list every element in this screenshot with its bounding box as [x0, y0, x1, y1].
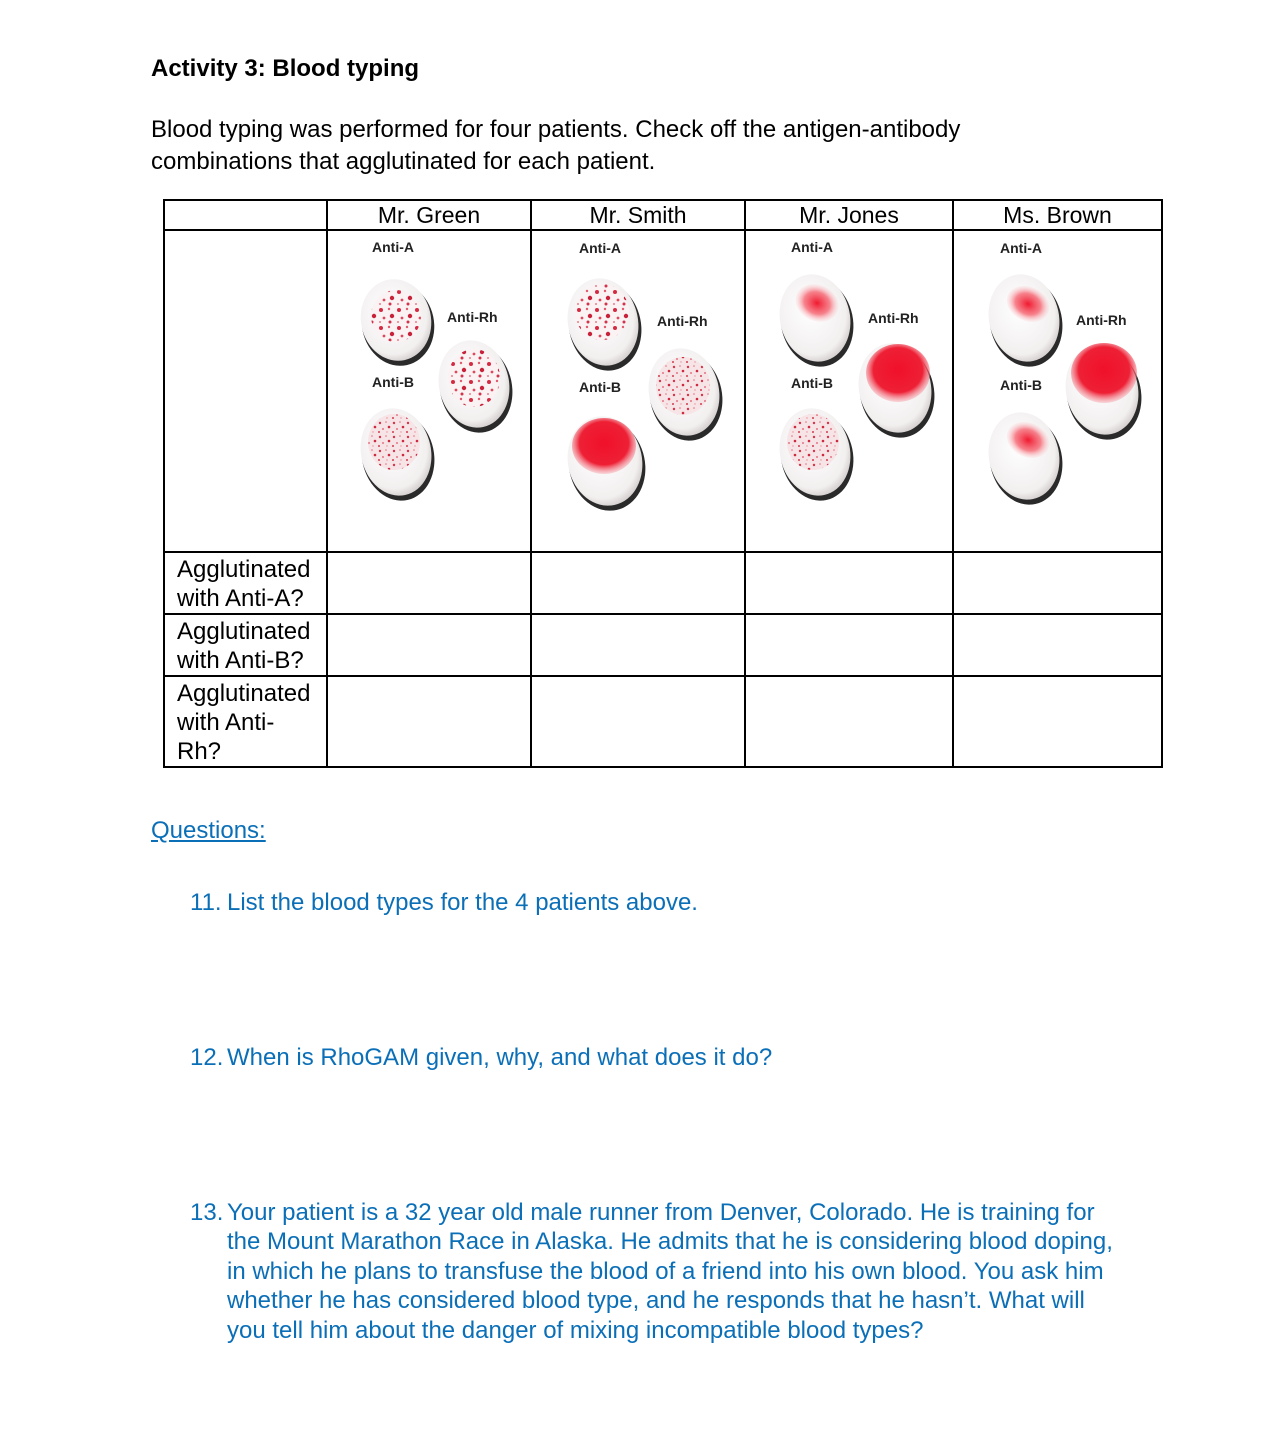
- jones-anti-a-plate: [772, 268, 862, 374]
- green-anti-rh-plate: [431, 334, 521, 440]
- intro-line-1: Blood typing was performed for four patients. Check off the antigen-antibody: [151, 116, 961, 143]
- header-mr-smith: Mr. Smith: [531, 200, 745, 230]
- row-label-anti-a-line1: Agglutinated: [177, 556, 311, 583]
- brown-anti-rh-plate: [1057, 338, 1149, 446]
- brown-anti-a-plate: [981, 268, 1071, 374]
- header-mr-jones: Mr. Jones: [745, 200, 953, 230]
- smith-anti-rh-plate: [641, 342, 731, 448]
- jones-anti-rh-label: Anti-Rh: [868, 310, 919, 326]
- row-label-anti-b-line2: with Anti-B?: [177, 647, 304, 674]
- brown-anti-b-plate: [981, 406, 1071, 512]
- intro-line-2: combinations that agglutinated for each patient.: [151, 148, 656, 175]
- green-anti-b-label: Anti-B: [372, 374, 414, 390]
- green-anti-a-plate: [353, 273, 442, 373]
- smith-anti-b-plate: [559, 409, 653, 518]
- question-11-text: List the blood types for the 4 patients above.: [227, 889, 698, 916]
- jones-anti-a-label: Anti-A: [791, 239, 833, 255]
- row-label-anti-a-line2: with Anti-A?: [177, 585, 304, 612]
- header-ms-brown: Ms. Brown: [953, 200, 1162, 230]
- smith-anti-a-plate: [560, 272, 650, 378]
- brown-anti-rh-label: Anti-Rh: [1076, 312, 1127, 328]
- row-label-anti-b-line1: Agglutinated: [177, 618, 311, 645]
- mr-green-plates: [353, 273, 521, 508]
- row-label-anti-rh-line3: Rh?: [177, 738, 222, 765]
- question-13-number: 13.: [190, 1199, 224, 1226]
- smith-anti-b-label: Anti-B: [579, 379, 621, 395]
- questions-heading-link[interactable]: Questions:: [151, 817, 266, 844]
- green-anti-a-label: Anti-A: [372, 239, 414, 255]
- question-13-text: Your patient is a 32 year old male runner from Denver, Colorado. He is training for the Mount Marathon Race in Alaska. He admits that he is considering blood doping, in which he plans to transfuse the blood of a friend into his own blood. You ask him whether he has considered blood type, and he responds that he hasn’t. What will you tell him about the danger of mixing incompatible blood types?: [227, 1199, 1113, 1344]
- question-12-number: 12.: [190, 1044, 224, 1071]
- header-mr-green: Mr. Green: [327, 200, 531, 230]
- jones-anti-b-plate: [772, 402, 862, 508]
- jones-anti-rh-plate: [850, 336, 942, 444]
- brown-anti-b-label: Anti-B: [1000, 377, 1042, 393]
- question-11-number: 11.: [190, 889, 222, 916]
- smith-anti-rh-label: Anti-Rh: [657, 313, 708, 329]
- row-label-anti-rh-line2: with Anti-: [177, 709, 275, 736]
- activity-title: Activity 3: Blood typing: [151, 55, 420, 82]
- green-anti-b-plate: [353, 402, 443, 508]
- jones-anti-b-label: Anti-B: [791, 375, 833, 391]
- row-label-anti-rh-line1: Agglutinated: [177, 680, 311, 707]
- brown-anti-a-label: Anti-A: [1000, 240, 1042, 256]
- question-12-text: When is RhoGAM given, why, and what does it do?: [227, 1044, 773, 1071]
- green-anti-rh-label: Anti-Rh: [447, 309, 498, 325]
- smith-anti-a-label: Anti-A: [579, 240, 621, 256]
